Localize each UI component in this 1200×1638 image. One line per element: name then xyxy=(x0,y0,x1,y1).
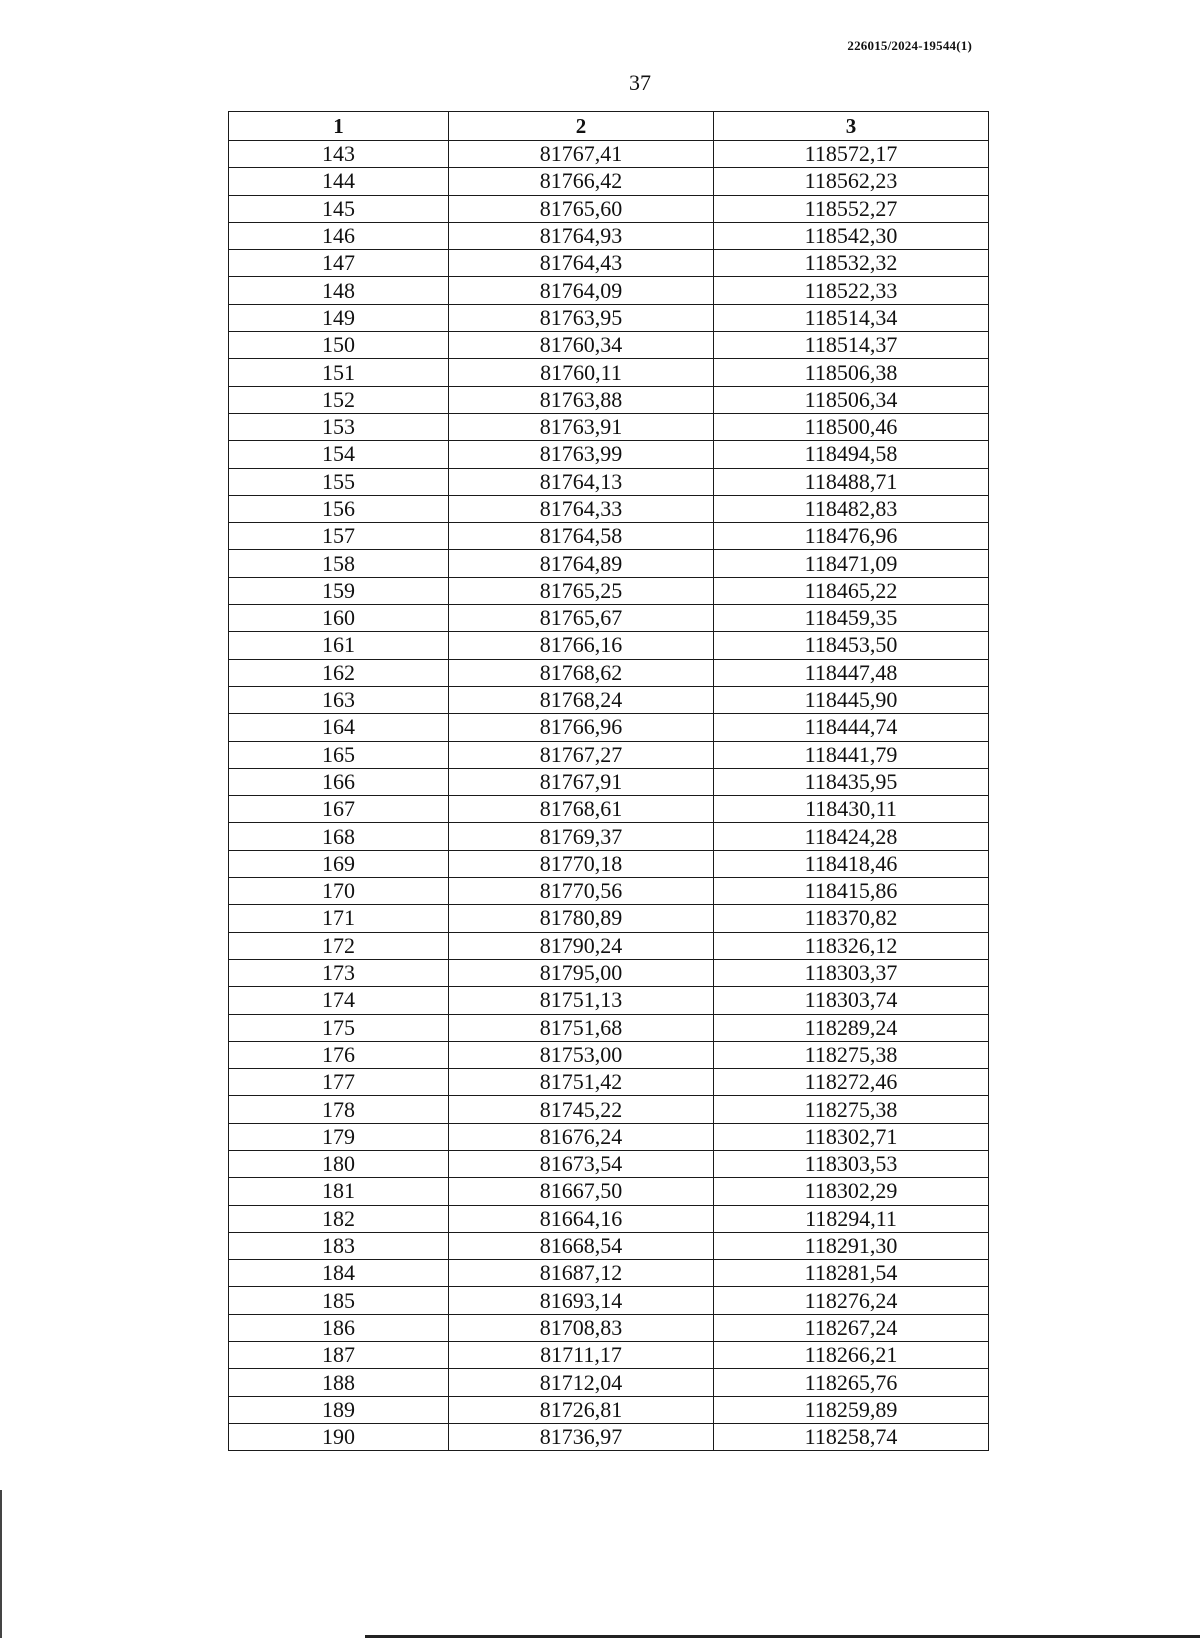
x-coordinate-cell: 81668,54 xyxy=(449,1232,714,1259)
point-number-cell: 156 xyxy=(229,495,449,522)
x-coordinate-cell: 81667,50 xyxy=(449,1178,714,1205)
table-row xyxy=(229,304,989,331)
point-number-cell: 158 xyxy=(229,550,449,577)
table-row xyxy=(229,741,989,768)
x-coordinate-cell: 81673,54 xyxy=(449,1150,714,1177)
table-row xyxy=(229,141,989,168)
point-number-cell: 154 xyxy=(229,441,449,468)
y-coordinate-cell: 118522,33 xyxy=(714,277,989,304)
x-coordinate-cell: 81765,60 xyxy=(449,195,714,222)
x-coordinate-cell: 81753,00 xyxy=(449,1041,714,1068)
column-header: 3 xyxy=(714,112,989,141)
y-coordinate-cell: 118488,71 xyxy=(714,468,989,495)
table-row xyxy=(229,1314,989,1341)
y-coordinate-cell: 118294,11 xyxy=(714,1205,989,1232)
point-number-cell: 160 xyxy=(229,605,449,632)
point-number-cell: 143 xyxy=(229,141,449,168)
point-number-cell: 168 xyxy=(229,823,449,850)
y-coordinate-cell: 118459,35 xyxy=(714,605,989,632)
table-row xyxy=(229,250,989,277)
point-number-cell: 179 xyxy=(229,1123,449,1150)
point-number-cell: 183 xyxy=(229,1232,449,1259)
table-row xyxy=(229,1232,989,1259)
point-number-cell: 162 xyxy=(229,659,449,686)
point-number-cell: 157 xyxy=(229,523,449,550)
table-row xyxy=(229,359,989,386)
table-row xyxy=(229,1069,989,1096)
x-coordinate-cell: 81764,93 xyxy=(449,222,714,249)
x-coordinate-cell: 81726,81 xyxy=(449,1396,714,1423)
x-coordinate-cell: 81712,04 xyxy=(449,1369,714,1396)
table-row xyxy=(229,850,989,877)
table-row xyxy=(229,195,989,222)
point-number-cell: 170 xyxy=(229,878,449,905)
point-number-cell: 148 xyxy=(229,277,449,304)
y-coordinate-cell: 118482,83 xyxy=(714,495,989,522)
y-coordinate-cell: 118281,54 xyxy=(714,1260,989,1287)
point-number-cell: 190 xyxy=(229,1423,449,1450)
y-coordinate-cell: 118289,24 xyxy=(714,1014,989,1041)
point-number-cell: 144 xyxy=(229,168,449,195)
y-coordinate-cell: 118552,27 xyxy=(714,195,989,222)
point-number-cell: 163 xyxy=(229,686,449,713)
x-coordinate-cell: 81770,56 xyxy=(449,878,714,905)
x-coordinate-cell: 81795,00 xyxy=(449,959,714,986)
y-coordinate-cell: 118370,82 xyxy=(714,905,989,932)
table-row xyxy=(229,168,989,195)
y-coordinate-cell: 118258,74 xyxy=(714,1423,989,1450)
x-coordinate-cell: 81763,91 xyxy=(449,413,714,440)
x-coordinate-cell: 81766,42 xyxy=(449,168,714,195)
point-number-cell: 169 xyxy=(229,850,449,877)
x-coordinate-cell: 81766,16 xyxy=(449,632,714,659)
x-coordinate-cell: 81693,14 xyxy=(449,1287,714,1314)
table-row xyxy=(229,332,989,359)
point-number-cell: 167 xyxy=(229,796,449,823)
y-coordinate-cell: 118494,58 xyxy=(714,441,989,468)
table-row xyxy=(229,1178,989,1205)
x-coordinate-cell: 81760,34 xyxy=(449,332,714,359)
x-coordinate-cell: 81763,95 xyxy=(449,304,714,331)
y-coordinate-cell: 118303,74 xyxy=(714,987,989,1014)
header-row xyxy=(229,112,989,141)
point-number-cell: 187 xyxy=(229,1342,449,1369)
y-coordinate-cell: 118418,46 xyxy=(714,850,989,877)
table-row xyxy=(229,1260,989,1287)
y-coordinate-cell: 118303,53 xyxy=(714,1150,989,1177)
document-number: 226015/2024-19544(1) xyxy=(847,38,972,53)
x-coordinate-cell: 81711,17 xyxy=(449,1342,714,1369)
point-number-cell: 176 xyxy=(229,1041,449,1068)
table-row xyxy=(229,468,989,495)
table-row xyxy=(229,932,989,959)
table-row xyxy=(229,959,989,986)
point-number-cell: 145 xyxy=(229,195,449,222)
y-coordinate-cell: 118500,46 xyxy=(714,413,989,440)
y-coordinate-cell: 118272,46 xyxy=(714,1069,989,1096)
y-coordinate-cell: 118259,89 xyxy=(714,1396,989,1423)
table-row xyxy=(229,441,989,468)
x-coordinate-cell: 81764,13 xyxy=(449,468,714,495)
point-number-cell: 178 xyxy=(229,1096,449,1123)
y-coordinate-cell: 118514,37 xyxy=(714,332,989,359)
point-number-cell: 188 xyxy=(229,1369,449,1396)
x-coordinate-cell: 81767,41 xyxy=(449,141,714,168)
table-row xyxy=(229,1423,989,1450)
point-number-cell: 159 xyxy=(229,577,449,604)
x-coordinate-cell: 81664,16 xyxy=(449,1205,714,1232)
y-coordinate-cell: 118542,30 xyxy=(714,222,989,249)
table-row xyxy=(229,577,989,604)
x-coordinate-cell: 81767,91 xyxy=(449,768,714,795)
point-number-cell: 184 xyxy=(229,1260,449,1287)
point-number-cell: 182 xyxy=(229,1205,449,1232)
x-coordinate-cell: 81767,27 xyxy=(449,741,714,768)
x-coordinate-cell: 81765,25 xyxy=(449,577,714,604)
x-coordinate-cell: 81760,11 xyxy=(449,359,714,386)
point-number-cell: 185 xyxy=(229,1287,449,1314)
table-row xyxy=(229,277,989,304)
table-header xyxy=(229,112,989,141)
point-number-cell: 172 xyxy=(229,932,449,959)
scan-edge-line xyxy=(0,1490,2,1638)
point-number-cell: 177 xyxy=(229,1069,449,1096)
y-coordinate-cell: 118562,23 xyxy=(714,168,989,195)
y-coordinate-cell: 118275,38 xyxy=(714,1096,989,1123)
x-coordinate-cell: 81763,99 xyxy=(449,441,714,468)
point-number-cell: 147 xyxy=(229,250,449,277)
table-row xyxy=(229,1396,989,1423)
y-coordinate-cell: 118430,11 xyxy=(714,796,989,823)
table-row xyxy=(229,878,989,905)
point-number-cell: 180 xyxy=(229,1150,449,1177)
table-row xyxy=(229,1123,989,1150)
x-coordinate-cell: 81745,22 xyxy=(449,1096,714,1123)
point-number-cell: 164 xyxy=(229,714,449,741)
point-number-cell: 181 xyxy=(229,1178,449,1205)
x-coordinate-cell: 81764,89 xyxy=(449,550,714,577)
table-row xyxy=(229,686,989,713)
column-header: 1 xyxy=(229,112,449,141)
point-number-cell: 186 xyxy=(229,1314,449,1341)
x-coordinate-cell: 81790,24 xyxy=(449,932,714,959)
x-coordinate-cell: 81751,42 xyxy=(449,1069,714,1096)
y-coordinate-cell: 118471,09 xyxy=(714,550,989,577)
x-coordinate-cell: 81676,24 xyxy=(449,1123,714,1150)
table-row xyxy=(229,413,989,440)
table-row xyxy=(229,1041,989,1068)
y-coordinate-cell: 118445,90 xyxy=(714,686,989,713)
point-number-cell: 150 xyxy=(229,332,449,359)
y-coordinate-cell: 118265,76 xyxy=(714,1369,989,1396)
table-row xyxy=(229,1150,989,1177)
y-coordinate-cell: 118435,95 xyxy=(714,768,989,795)
y-coordinate-cell: 118326,12 xyxy=(714,932,989,959)
point-number-cell: 146 xyxy=(229,222,449,249)
y-coordinate-cell: 118275,38 xyxy=(714,1041,989,1068)
y-coordinate-cell: 118506,38 xyxy=(714,359,989,386)
y-coordinate-cell: 118532,32 xyxy=(714,250,989,277)
table-row xyxy=(229,605,989,632)
table-row xyxy=(229,523,989,550)
x-coordinate-cell: 81751,68 xyxy=(449,1014,714,1041)
point-number-cell: 175 xyxy=(229,1014,449,1041)
x-coordinate-cell: 81736,97 xyxy=(449,1423,714,1450)
table-row xyxy=(229,823,989,850)
y-coordinate-cell: 118415,86 xyxy=(714,878,989,905)
x-coordinate-cell: 81765,67 xyxy=(449,605,714,632)
table-row xyxy=(229,1287,989,1314)
point-number-cell: 165 xyxy=(229,741,449,768)
x-coordinate-cell: 81769,37 xyxy=(449,823,714,850)
y-coordinate-cell: 118303,37 xyxy=(714,959,989,986)
table-row xyxy=(229,1205,989,1232)
y-coordinate-cell: 118302,71 xyxy=(714,1123,989,1150)
point-number-cell: 171 xyxy=(229,905,449,932)
table-row xyxy=(229,659,989,686)
x-coordinate-cell: 81751,13 xyxy=(449,987,714,1014)
table-row xyxy=(229,987,989,1014)
x-coordinate-cell: 81770,18 xyxy=(449,850,714,877)
x-coordinate-cell: 81766,96 xyxy=(449,714,714,741)
y-coordinate-cell: 118302,29 xyxy=(714,1178,989,1205)
table-row xyxy=(229,905,989,932)
y-coordinate-cell: 118465,22 xyxy=(714,577,989,604)
point-number-cell: 166 xyxy=(229,768,449,795)
point-number-cell: 153 xyxy=(229,413,449,440)
point-number-cell: 174 xyxy=(229,987,449,1014)
table-row xyxy=(229,386,989,413)
y-coordinate-cell: 118572,17 xyxy=(714,141,989,168)
y-coordinate-cell: 118424,28 xyxy=(714,823,989,850)
y-coordinate-cell: 118514,34 xyxy=(714,304,989,331)
x-coordinate-cell: 81687,12 xyxy=(449,1260,714,1287)
point-number-cell: 155 xyxy=(229,468,449,495)
y-coordinate-cell: 118447,48 xyxy=(714,659,989,686)
x-coordinate-cell: 81768,61 xyxy=(449,796,714,823)
table-row xyxy=(229,796,989,823)
x-coordinate-cell: 81780,89 xyxy=(449,905,714,932)
table-row xyxy=(229,550,989,577)
y-coordinate-cell: 118441,79 xyxy=(714,741,989,768)
table-row xyxy=(229,1014,989,1041)
point-number-cell: 161 xyxy=(229,632,449,659)
x-coordinate-cell: 81764,58 xyxy=(449,523,714,550)
x-coordinate-cell: 81764,09 xyxy=(449,277,714,304)
y-coordinate-cell: 118476,96 xyxy=(714,523,989,550)
point-number-cell: 189 xyxy=(229,1396,449,1423)
column-header: 2 xyxy=(449,112,714,141)
x-coordinate-cell: 81763,88 xyxy=(449,386,714,413)
table-row xyxy=(229,1096,989,1123)
table-row xyxy=(229,1342,989,1369)
point-number-cell: 152 xyxy=(229,386,449,413)
y-coordinate-cell: 118266,21 xyxy=(714,1342,989,1369)
point-number-cell: 149 xyxy=(229,304,449,331)
table-row xyxy=(229,714,989,741)
x-coordinate-cell: 81764,43 xyxy=(449,250,714,277)
table-row xyxy=(229,1369,989,1396)
coordinates-table xyxy=(228,111,989,1451)
y-coordinate-cell: 118506,34 xyxy=(714,386,989,413)
point-number-cell: 151 xyxy=(229,359,449,386)
table-row xyxy=(229,222,989,249)
y-coordinate-cell: 118291,30 xyxy=(714,1232,989,1259)
table-row xyxy=(229,632,989,659)
table-row xyxy=(229,495,989,522)
y-coordinate-cell: 118444,74 xyxy=(714,714,989,741)
page-number: 37 xyxy=(629,70,651,95)
x-coordinate-cell: 81764,33 xyxy=(449,495,714,522)
table-body xyxy=(229,141,989,1451)
x-coordinate-cell: 81708,83 xyxy=(449,1314,714,1341)
y-coordinate-cell: 118453,50 xyxy=(714,632,989,659)
y-coordinate-cell: 118276,24 xyxy=(714,1287,989,1314)
y-coordinate-cell: 118267,24 xyxy=(714,1314,989,1341)
x-coordinate-cell: 81768,62 xyxy=(449,659,714,686)
table-row xyxy=(229,768,989,795)
point-number-cell: 173 xyxy=(229,959,449,986)
x-coordinate-cell: 81768,24 xyxy=(449,686,714,713)
